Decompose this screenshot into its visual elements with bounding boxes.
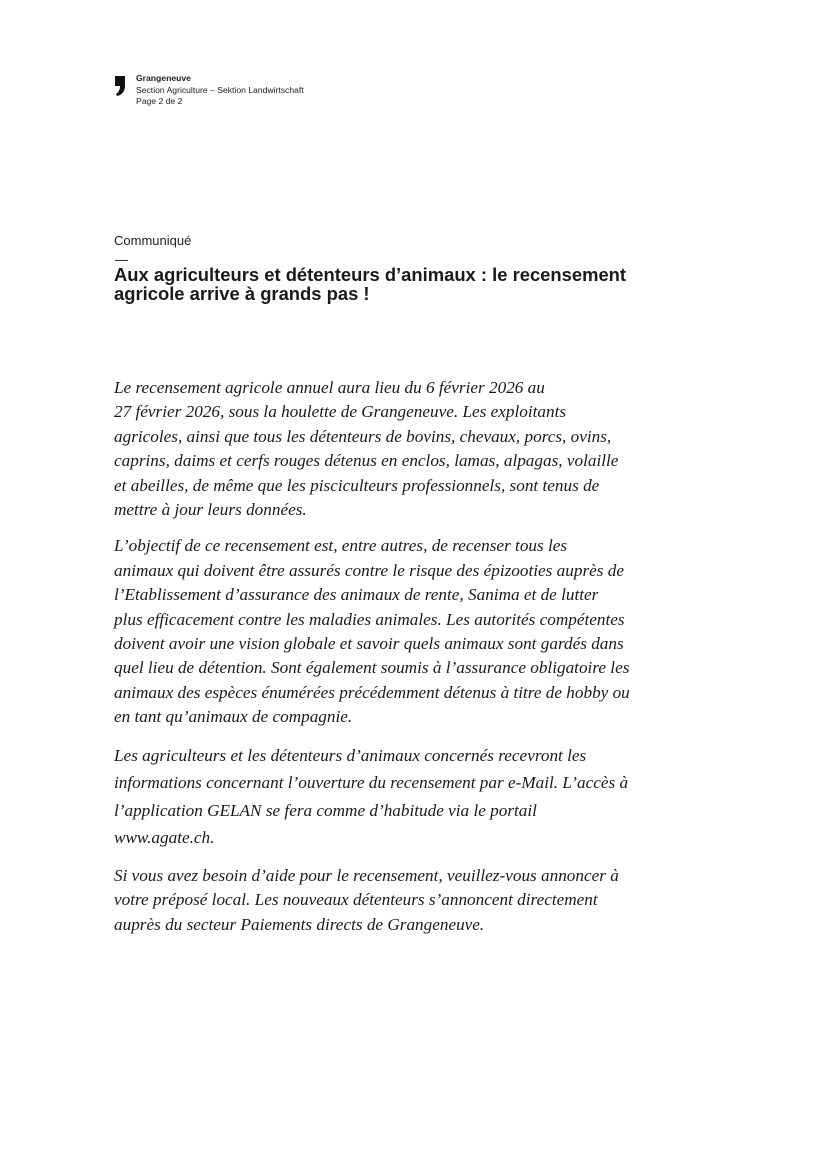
title-divider — [115, 260, 128, 261]
text-line: quel lieu de détention. Sont également soumis à l’assurance obligatoire les — [114, 658, 630, 678]
text-line: animaux qui doivent être assurés contre le risque des épizooties auprès de — [114, 560, 624, 580]
page-number: Page 2 de 2 — [136, 96, 183, 106]
title-line: Aux agriculteurs et détenteurs d’animaux : le recensement — [114, 264, 627, 285]
text-line: auprès du secteur Paiements directs de Grangeneuve. — [114, 914, 485, 934]
text-line: informations concernant l’ouverture du recensement par e-Mail. L’accès à — [114, 773, 629, 793]
text-line: l’application GELAN se fera comme d’habitude via le portail — [114, 800, 537, 820]
section-name: Section Agriculture – Sektion Landwirtschaft — [136, 84, 304, 95]
text-line: plus efficacement contre les maladies animales. Les autorités compétentes — [114, 609, 625, 629]
paragraph-help — [114, 864, 759, 937]
text-line: Les agriculteurs et les détenteurs d’animaux concernés recevront les — [114, 745, 587, 765]
text-line: votre préposé local. Les nouveaux détenteurs s’annoncent directement — [114, 890, 598, 910]
text-line: www.agate.ch. — [114, 828, 215, 848]
text-line: L’objectif de ce recensement est, entre autres, de recenser tous les — [114, 536, 568, 556]
page-title — [114, 265, 754, 303]
organization-block — [136, 73, 304, 108]
text-line: mettre à jour leurs données. — [114, 500, 307, 520]
article-body — [114, 376, 759, 949]
text-line: en tant qu’animaux de compagnie. — [114, 707, 353, 727]
text-line: caprins, daims et cerfs rouges détenus en enclos, lamas, alpagas, volaille — [114, 451, 619, 471]
text-line: 27 février 2026, sous la houlette de Grangeneuve. Les exploitants — [114, 402, 567, 422]
organization-name: Grangeneuve — [136, 73, 191, 83]
comma-logo-icon — [113, 75, 127, 97]
title-line: agricole arrive à grands pas ! — [114, 283, 370, 304]
text-line: l’Etablissement d’assurance des animaux de rente, Sanima et de lutter — [114, 585, 599, 605]
text-line: agricoles, ainsi que tous les détenteurs de bovins, chevaux, porcs, ovins, — [114, 426, 612, 446]
paragraph-notification — [114, 742, 759, 852]
document-type-label: Communiqué — [114, 233, 192, 248]
text-line: animaux des espèces énumérées précédemment détenus à titre de hobby ou — [114, 682, 630, 702]
paragraph-dates — [114, 376, 759, 522]
text-line: Le recensement agricole annuel aura lieu du 6 février 2026 au — [114, 378, 545, 397]
text-line: et abeilles, de même que les pisciculteurs professionnels, sont tenus de — [114, 475, 600, 495]
text-line: Si vous avez besoin d’aide pour le recensement, veuillez-vous annoncer à — [114, 865, 619, 885]
paragraph-objective — [114, 534, 759, 729]
text-line: doivent avoir une vision globale et savoir quels animaux sont gardés dans — [114, 634, 624, 654]
